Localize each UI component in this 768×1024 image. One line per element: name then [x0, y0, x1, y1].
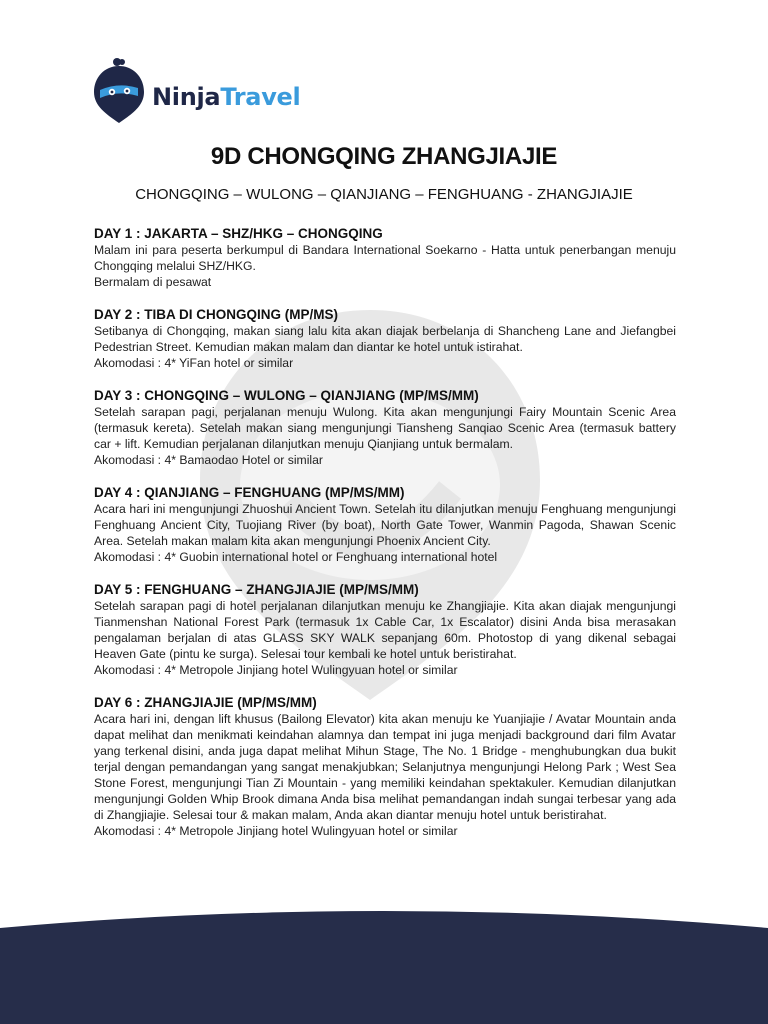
day-section — [94, 581, 676, 678]
day-description — [94, 242, 676, 290]
day-text: Acara hari ini, dengan lift khusus (Bailong Elevator) kita akan menuju ke Yuanjiajie / Avatar Mountain anda dapat melihat dan menikmati keindahan alamnya dan tempat ini juga menjadi background dari film Avatar yang terkenal disini, anda juga dapat melihat Mihun Stage, The No. 1 Bridge - menghubungkan dua bukit terjal dengan pemandangan yang sangat menakjubkan; Selanjutnya mengunjungi Helong Park ; West Sea Stone Forest, mengunjungi Tian Zi Mountain - yang memiliki keindahan spektakuler. Kemudian dilanjutkan mengunjungi Golden Whip Brook dimana Anda bisa melihat pemandangan indah sungai terbesar yang ada di Zhangjiajie. Selesai tour & makan malam, Anda akan diantar menuju hotel untuk beristirahat. — [94, 712, 676, 822]
day-description — [94, 404, 676, 468]
page-title: 9D CHONGQING ZHANGJIAJIE — [210, 143, 558, 170]
day-section — [94, 484, 676, 565]
route-subtitle: CHONGQING – WULONG – QIANJIANG – FENGHUANG - ZHANGJIAJIE — [135, 186, 633, 203]
day-text: Setibanya di Chongqing, makan siang lalu kita akan diajak berbelanja di Shancheng Lane and Jiefangbei Pedestrian Street. Kemudian makan malam dan diantar ke hotel untuk istirahat. — [94, 324, 676, 354]
day-description — [94, 598, 676, 678]
day-text: Setelah sarapan pagi, perjalanan menuju Wulong. Kita akan mengunjungi Fairy Mountain Scenic Area (termasuk kereta). Setelah makan siang mengunjungi Tiansheng Sanqiao Scenic Area (termasuk battery car + lift. Kemudian perjalanan dilanjutkan menuju Qianjiang untuk bermalam. — [94, 405, 676, 451]
footer-background — [0, 904, 768, 1024]
day-text: Akomodasi : 4* Guobin international hotel or Fenghuang international hotel — [94, 550, 498, 564]
ninja-logo-icon — [92, 56, 146, 124]
day-title: DAY 3 : CHONGQING – WULONG – QIANJIANG (MP/MS/MM) — [94, 388, 479, 403]
day-text: Akomodasi : 4* Bamaodao Hotel or similar — [94, 453, 323, 467]
day-text: Akomodasi : 4* YiFan hotel or similar — [94, 356, 294, 370]
itinerary — [94, 225, 676, 855]
day-title: DAY 1 : JAKARTA – SHZ/HKG – CHONGQING — [94, 226, 383, 241]
brand-wordmark — [152, 83, 300, 111]
day-title: DAY 5 : FENGHUANG – ZHANGJIAJIE (MP/MS/MM) — [94, 582, 419, 597]
day-title: DAY 2 : TIBA DI CHONGQING (MP/MS) — [94, 307, 339, 322]
day-text: Setelah sarapan pagi di hotel perjalanan dilanjutkan menuju ke Zhangjiajie. Kita akan diajak mengunjungi Tianmenshan National Forest Park (termasuk 1x Cable Car, 1x Escalator) disini Anda bisa merasakan pengalaman berjalan di atas GLASS SKY WALK sepanjang 60m. Photostop di yang dikenal sebagai Heaven Gate (pintu ke surga). Selesai tour kembali ke hotel untuk beristirahat. — [94, 599, 676, 661]
day-title: DAY 4 : QIANJIANG – FENGHUANG (MP/MS/MM) — [94, 485, 405, 500]
brand-name-ninja: Ninja — [152, 83, 221, 111]
day-section — [94, 306, 676, 371]
day-description — [94, 323, 676, 371]
day-description — [94, 711, 676, 839]
brand-name-travel: Travel — [220, 83, 301, 111]
day-section — [94, 387, 676, 468]
brand-logo — [92, 56, 300, 124]
footer — [0, 904, 768, 1024]
day-text: Malam ini para peserta berkumpul di Bandara International Soekarno - Hatta untuk penerbangan menuju Chongqing melalui SHZ/HKG. — [94, 243, 676, 273]
day-text: Bermalam di pesawat — [94, 275, 212, 289]
day-section — [94, 694, 676, 839]
day-text: Akomodasi : 4* Metropole Jinjiang hotel Wulingyuan hotel or similar — [94, 663, 458, 677]
day-description — [94, 501, 676, 565]
day-section — [94, 225, 676, 290]
day-title: DAY 6 : ZHANGJIAJIE (MP/MS/MM) — [94, 695, 317, 710]
day-text: Akomodasi : 4* Metropole Jinjiang hotel Wulingyuan hotel or similar — [94, 824, 458, 838]
day-text: Acara hari ini mengunjungi Zhuoshui Ancient Town. Setelah itu dilanjutkan menuju Fenghuang mengunjungi Fenghuang Ancient City, Tuojiang River (by boat), North Gate Tower, Wanmin Pagoda, Shawan Scenic Area. Setelah makan malam kita akan mengunjungi Phoenix Ancient City. — [94, 502, 676, 548]
